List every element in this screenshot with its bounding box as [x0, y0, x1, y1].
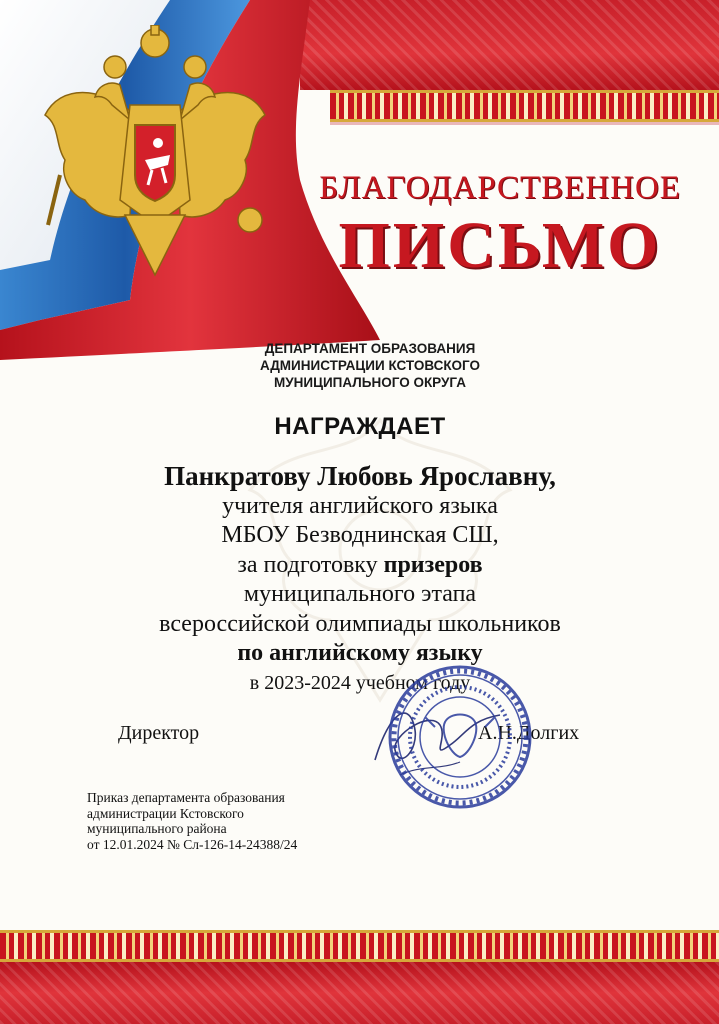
bottom-ornament-border: [0, 930, 719, 962]
issuer-line-2: АДМИНИСТРАЦИИ КСТОВСКОГО: [259, 358, 481, 373]
citation-body: [60, 462, 660, 698]
reason-highlight: призеров: [383, 551, 483, 578]
issuer-line-1: ДЕПАРТАМЕНТ ОБРАЗОВАНИЯ: [264, 341, 476, 356]
recipient-school: МБОУ Безводнинская СШ,: [221, 522, 499, 548]
recipient-name: Панкратову Любовь Ярославну,: [164, 461, 556, 491]
order-line-1: Приказ департамента образования: [87, 790, 285, 805]
reason-subject: по английскому языку: [237, 640, 483, 666]
title-line-2: ПИСЬМО: [338, 209, 662, 282]
order-reference: [87, 790, 407, 852]
reason-year: в 2023-2024 учебном году: [249, 671, 471, 694]
official-seal-icon: [385, 662, 535, 812]
recipient-position: учителя английского языка: [222, 492, 498, 519]
double-headed-eagle-icon: [40, 25, 270, 295]
reason-line-1: [60, 551, 660, 581]
signatory-title: Директор: [118, 722, 200, 744]
order-line-2: администрации Кстовского: [87, 805, 244, 821]
issuer-line-3: МУНИЦИПАЛЬНОГО ОКРУГА: [274, 375, 466, 390]
signatory-name: А.Н.Долгих: [478, 722, 580, 744]
reason-line-2: муниципального этапа: [243, 581, 477, 607]
order-line-3: муниципального района: [87, 821, 227, 836]
title-line-1: БЛАГОДАРСТВЕННОЕ: [319, 170, 681, 206]
top-ornament-border: [330, 90, 719, 122]
issuer-block: [230, 340, 510, 391]
order-line-4: от 12.01.2024 № Сл-126-14-24388/24: [87, 836, 298, 852]
awards-heading: НАГРАЖДАЕТ: [274, 413, 446, 440]
bottom-ornament-band: [0, 962, 719, 1024]
reason-prefix: за подготовку: [237, 551, 384, 578]
top-divider: [330, 122, 719, 125]
reason-line-3: всероссийской олимпиады школьников: [159, 610, 561, 637]
